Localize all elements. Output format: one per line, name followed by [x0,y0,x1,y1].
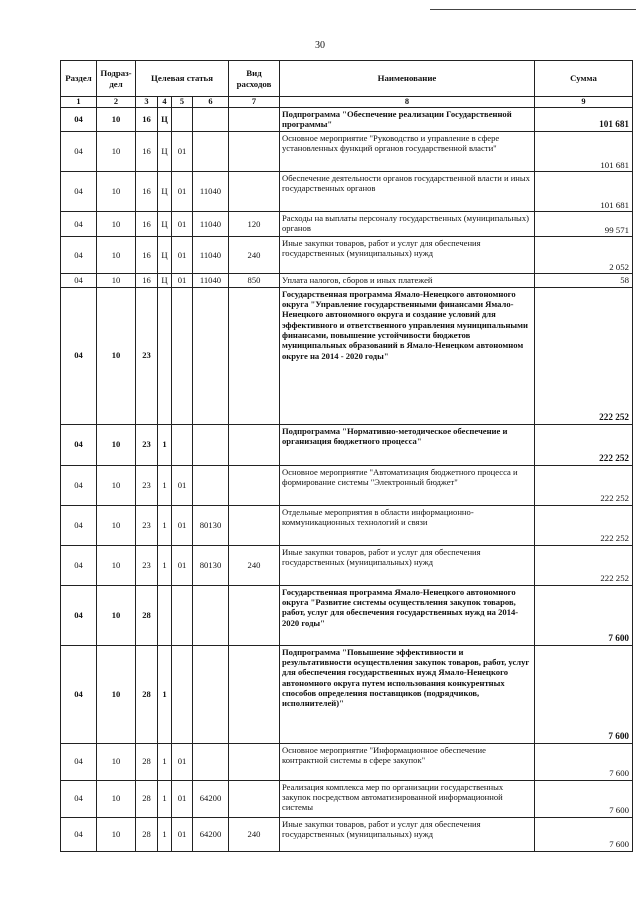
row-activity: 01 [172,237,193,274]
row-program: 28 [136,780,158,817]
row-sum: 7 600 [535,817,633,851]
row-program: 28 [136,585,158,645]
row-activity: 01 [172,545,193,585]
row-program: 23 [136,545,158,585]
column-number: 8 [280,97,535,108]
row-expense-type [229,287,280,424]
row-section: 04 [61,424,97,465]
row-name: Уплата налогов, сборов и иных платежей [280,274,535,288]
row-expense-type [229,585,280,645]
row-sum: 7 600 [535,645,633,743]
row-sum: 101 681 [535,172,633,212]
row-program: 16 [136,212,158,237]
row-subprogram: Ц [158,132,172,172]
row-activity [172,287,193,424]
column-number: 1 [61,97,97,108]
row-sum: 222 252 [535,545,633,585]
row-expense-type [229,743,280,780]
row-sum: 7 600 [535,585,633,645]
row-direction [193,287,229,424]
row-program: 23 [136,505,158,545]
row-direction [193,465,229,505]
row-direction: 11040 [193,237,229,274]
table-row [61,743,633,780]
row-expense-type [229,424,280,465]
table-row [61,237,633,274]
budget-table [60,60,633,852]
row-program: 23 [136,424,158,465]
column-number: 9 [535,97,633,108]
row-subprogram: 1 [158,743,172,780]
header-expense-type: Вид расходов [229,61,280,97]
row-direction: 11040 [193,212,229,237]
row-subprogram: 1 [158,465,172,505]
row-direction: 11040 [193,172,229,212]
row-program: 28 [136,817,158,851]
table-row [61,817,633,851]
column-number: 6 [193,97,229,108]
row-expense-type: 240 [229,817,280,851]
column-number: 3 [136,97,158,108]
row-name: Основное мероприятие "Автоматизация бюджетного процесса и формирование системы "Электронный бюджет" [280,465,535,505]
row-program: 16 [136,172,158,212]
row-program: 23 [136,465,158,505]
row-subsection: 10 [97,505,136,545]
table-row [61,424,633,465]
row-direction: 80130 [193,505,229,545]
header-section: Раздел [61,61,97,97]
table-header-row [61,61,633,97]
row-direction: 80130 [193,545,229,585]
row-name: Подпрограмма "Нормативно-методическое обеспечение и организация бюджетного процесса" [280,424,535,465]
row-program: 28 [136,743,158,780]
row-subprogram: 1 [158,545,172,585]
row-section: 04 [61,212,97,237]
row-subsection: 10 [97,172,136,212]
column-number-row [61,97,633,108]
column-number: 2 [97,97,136,108]
page-number: 30 [315,40,325,51]
row-name: Расходы на выплаты персоналу государственных (муниципальных) органов [280,212,535,237]
table-row [61,645,633,743]
row-subsection: 10 [97,424,136,465]
row-name: Реализация комплекса мер по организации государственных закупок посредством автоматизированной информационной системы [280,780,535,817]
row-activity: 01 [172,132,193,172]
row-activity: 01 [172,817,193,851]
table-row [61,780,633,817]
row-direction [193,132,229,172]
table-row [61,274,633,288]
row-activity: 01 [172,465,193,505]
row-subprogram: Ц [158,274,172,288]
row-subsection: 10 [97,212,136,237]
row-sum: 222 252 [535,465,633,505]
row-direction [193,585,229,645]
row-activity: 01 [172,212,193,237]
row-subsection: 10 [97,287,136,424]
row-program: 16 [136,274,158,288]
row-section: 04 [61,465,97,505]
row-subsection: 10 [97,645,136,743]
row-section: 04 [61,645,97,743]
row-section: 04 [61,743,97,780]
row-subsection: 10 [97,237,136,274]
row-name: Государственная программа Ямало-Ненецкого автономного округа "Развитие системы осуществления закупок товаров, работ, услуг для обеспечения государственных нужд на 2014-2020 годы" [280,585,535,645]
row-expense-type [229,108,280,132]
column-number: 5 [172,97,193,108]
row-expense-type: 120 [229,212,280,237]
row-subprogram: 1 [158,424,172,465]
row-activity [172,645,193,743]
table-row [61,545,633,585]
row-sum: 99 571 [535,212,633,237]
row-program: 16 [136,237,158,274]
row-subprogram [158,287,172,424]
row-program: 16 [136,108,158,132]
row-direction [193,645,229,743]
row-direction [193,424,229,465]
row-subprogram: Ц [158,237,172,274]
row-subprogram: 1 [158,645,172,743]
table-row [61,212,633,237]
row-expense-type [229,132,280,172]
row-name: Основное мероприятие "Руководство и управление в сфере установленных функций органов государственной власти" [280,132,535,172]
row-direction: 64200 [193,817,229,851]
row-subprogram: 1 [158,780,172,817]
row-sum: 7 600 [535,743,633,780]
column-number: 4 [158,97,172,108]
row-activity [172,424,193,465]
row-sum: 101 681 [535,108,633,132]
header-name: Наименование [280,61,535,97]
table-row [61,287,633,424]
row-sum: 222 252 [535,505,633,545]
row-direction: 11040 [193,274,229,288]
row-section: 04 [61,817,97,851]
row-section: 04 [61,287,97,424]
table-row [61,172,633,212]
row-sum: 101 681 [535,132,633,172]
row-section: 04 [61,172,97,212]
row-subprogram: Ц [158,108,172,132]
row-program: 28 [136,645,158,743]
row-expense-type: 240 [229,237,280,274]
row-subprogram: 1 [158,505,172,545]
row-name: Иные закупки товаров, работ и услуг для обеспечения государственных (муниципальных) нужд [280,817,535,851]
row-section: 04 [61,108,97,132]
row-name: Обеспечение деятельности органов государственной власти и иных государственных органов [280,172,535,212]
row-sum: 2 052 [535,237,633,274]
row-sum: 7 600 [535,780,633,817]
row-subsection: 10 [97,585,136,645]
row-section: 04 [61,780,97,817]
row-subsection: 10 [97,465,136,505]
top-rule [430,9,636,10]
row-subprogram: Ц [158,212,172,237]
table-row [61,132,633,172]
row-expense-type: 850 [229,274,280,288]
table-row [61,505,633,545]
row-sum: 222 252 [535,424,633,465]
row-direction [193,108,229,132]
row-section: 04 [61,237,97,274]
row-activity: 01 [172,780,193,817]
row-expense-type [229,465,280,505]
table-body [61,108,633,852]
row-expense-type [229,645,280,743]
row-name: Основное мероприятие "Информационное обеспечение контрактной системы в сфере закупок" [280,743,535,780]
row-sum: 58 [535,274,633,288]
row-activity: 01 [172,505,193,545]
row-program: 16 [136,132,158,172]
row-subsection: 10 [97,108,136,132]
row-subsection: 10 [97,274,136,288]
header-sum: Сумма [535,61,633,97]
row-name: Подпрограмма "Обеспечение реализации Государственной программы" [280,108,535,132]
row-activity: 01 [172,743,193,780]
row-expense-type: 240 [229,545,280,585]
row-name: Отдельные мероприятия в области информационно-коммуникационных технологий и связи [280,505,535,545]
row-direction: 64200 [193,780,229,817]
row-sum: 222 252 [535,287,633,424]
row-section: 04 [61,545,97,585]
row-name: Иные закупки товаров, работ и услуг для обеспечения государственных (муниципальных) нужд [280,237,535,274]
row-activity: 01 [172,172,193,212]
row-subsection: 10 [97,545,136,585]
row-activity [172,108,193,132]
row-section: 04 [61,505,97,545]
header-target: Целевая статья [136,61,229,97]
column-number: 7 [229,97,280,108]
row-activity [172,585,193,645]
row-section: 04 [61,132,97,172]
table-row [61,585,633,645]
row-program: 23 [136,287,158,424]
row-name: Иные закупки товаров, работ и услуг для обеспечения государственных (муниципальных) нужд [280,545,535,585]
row-subsection: 10 [97,817,136,851]
row-name: Государственная программа Ямало-Ненецкого автономного округа "Управление государственными финансами Ямало-Ненецкого автономного округа и создание условий для эффективного и ответственного управления муниципальными финансами, повышение устойчивости бюджетов муниципальных образований в Ямало-Ненецком автономном округе на 2014 - 2020 годы" [280,287,535,424]
table-row [61,465,633,505]
row-name: Подпрограмма "Повышение эффективности и результативности осуществления закупок товаров, работ, услуг для обеспечения государственных нужд Ямало-Ненецкого автономного округа путем использования конкурентных способов определения поставщиков (подрядчиков, исполнителей)" [280,645,535,743]
row-subsection: 10 [97,780,136,817]
row-subsection: 10 [97,132,136,172]
row-activity: 01 [172,274,193,288]
row-subprogram [158,585,172,645]
row-expense-type [229,505,280,545]
row-expense-type [229,172,280,212]
row-section: 04 [61,274,97,288]
row-subprogram: Ц [158,172,172,212]
table-row [61,108,633,132]
header-subsection: Подраз-дел [97,61,136,97]
row-section: 04 [61,585,97,645]
row-subsection: 10 [97,743,136,780]
row-expense-type [229,780,280,817]
row-subprogram: 1 [158,817,172,851]
row-direction [193,743,229,780]
